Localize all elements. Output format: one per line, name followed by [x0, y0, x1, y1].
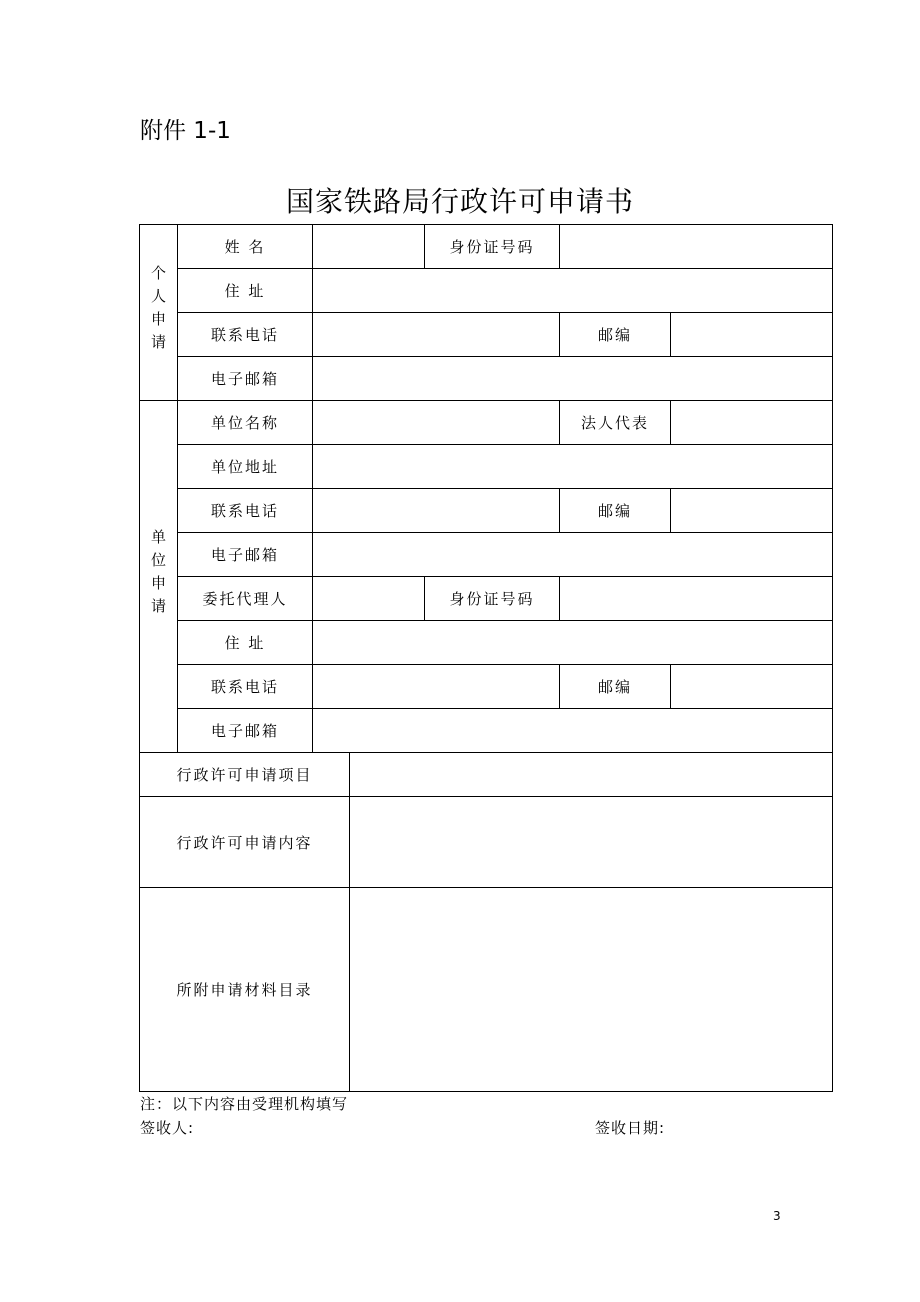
personal-phone-row: [140, 313, 833, 357]
org-name-row: [140, 401, 833, 445]
postcode-label: 邮编: [560, 313, 671, 357]
application-item-field[interactable]: [350, 753, 833, 797]
org-phone-label: 联系电话: [178, 489, 313, 533]
agent-postcode-label: 邮编: [560, 665, 671, 709]
agent-address-field[interactable]: [313, 621, 833, 665]
attachment-label: 附件 1-1: [140, 118, 231, 144]
org-name-label: 单位名称: [178, 401, 313, 445]
agent-postcode-field[interactable]: [671, 665, 833, 709]
personal-email-row: [140, 357, 833, 401]
agent-email-field[interactable]: [313, 709, 833, 753]
agent-label: 委托代理人: [178, 577, 313, 621]
agent-phone-row: [140, 665, 833, 709]
agent-id-field[interactable]: [560, 577, 833, 621]
personal-address-row: [140, 269, 833, 313]
org-address-label: 单位地址: [178, 445, 313, 489]
org-address-row: [140, 445, 833, 489]
personal-name-row: [140, 225, 833, 269]
materials-field[interactable]: [350, 888, 833, 1092]
org-postcode-field[interactable]: [671, 489, 833, 533]
id-number-field[interactable]: [560, 225, 833, 269]
agent-field[interactable]: [313, 577, 425, 621]
receive-date-label: 签收日期:: [595, 1119, 666, 1137]
agent-email-label: 电子邮箱: [178, 709, 313, 753]
org-phone-field[interactable]: [313, 489, 560, 533]
org-section-text: 单位申请: [149, 528, 167, 621]
agent-email-row: [140, 709, 833, 753]
address-label: 住 址: [178, 269, 313, 313]
footer-note: 注：以下内容由受理机构填写: [140, 1095, 349, 1113]
materials-label: 所附申请材料目录: [140, 888, 350, 1092]
org-email-row: [140, 533, 833, 577]
id-number-label: 身份证号码: [425, 225, 560, 269]
email-label: 电子邮箱: [178, 357, 313, 401]
application-content-label: 行政许可申请内容: [140, 797, 350, 888]
form-title: 国家铁路局行政许可申请书: [285, 185, 634, 218]
org-email-field[interactable]: [313, 533, 833, 577]
name-label: 姓 名: [178, 225, 313, 269]
org-address-field[interactable]: [313, 445, 833, 489]
agent-address-label: 住 址: [178, 621, 313, 665]
application-content-row: [140, 797, 833, 888]
email-field[interactable]: [313, 357, 833, 401]
postcode-field[interactable]: [671, 313, 833, 357]
application-form-table: [139, 224, 833, 1092]
agent-phone-field[interactable]: [313, 665, 560, 709]
agent-row: [140, 577, 833, 621]
agent-id-label: 身份证号码: [425, 577, 560, 621]
personal-section-label: [140, 225, 178, 401]
application-item-row: [140, 753, 833, 797]
org-postcode-label: 邮编: [560, 489, 671, 533]
agent-phone-label: 联系电话: [178, 665, 313, 709]
legal-rep-label: 法人代表: [560, 401, 671, 445]
phone-label: 联系电话: [178, 313, 313, 357]
personal-section-text: 个人申请: [149, 264, 167, 357]
name-field[interactable]: [313, 225, 425, 269]
agent-address-row: [140, 621, 833, 665]
materials-row: [140, 888, 833, 1092]
phone-field[interactable]: [313, 313, 560, 357]
legal-rep-field[interactable]: [671, 401, 833, 445]
application-item-label: 行政许可申请项目: [140, 753, 350, 797]
org-email-label: 电子邮箱: [178, 533, 313, 577]
org-phone-row: [140, 489, 833, 533]
address-field[interactable]: [313, 269, 833, 313]
org-name-field[interactable]: [313, 401, 560, 445]
org-section-label: [140, 401, 178, 753]
receiver-label: 签收人:: [140, 1119, 195, 1137]
application-content-field[interactable]: [350, 797, 833, 888]
page-number: 3: [773, 1209, 781, 1223]
